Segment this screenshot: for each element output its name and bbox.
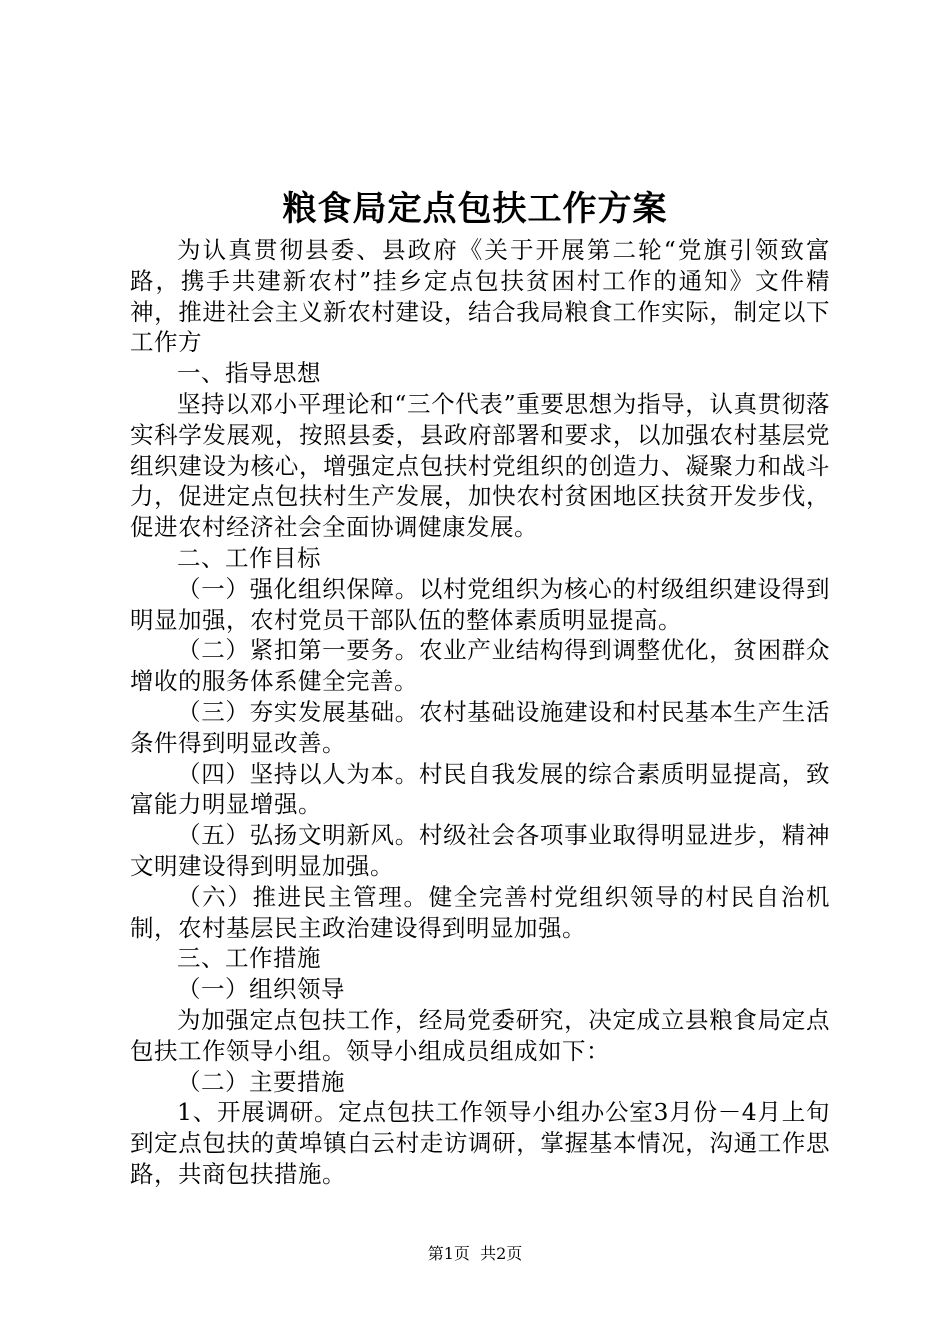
subheading-main-measures: （二）主要措施 [177, 1067, 345, 1096]
paragraph-organization: 为加强定点包扶工作，经局党委研究，决定成立县粮食局定点包扶工作领导小组。领导小组成员组成如下： [130, 1005, 830, 1065]
heading-work-measures: 三、工作措施 [177, 944, 321, 973]
page-number: 第1页 共2页 [427, 1244, 523, 1263]
goal-item-4: （四）坚持以人为本。村民自我发展的综合素质明显提高，致富能力明显增强。 [130, 759, 830, 819]
goal-item-6: （六）推进民主管理。健全完善村党组织领导的村民自治机制，农村基层民主政治建设得到明显加强。 [130, 882, 830, 942]
paragraph-guiding-ideology: 坚持以邓小平理论和“三个代表”重要思想为指导，认真贯彻落实科学发展观，按照县委，县政府部署和要求，以加强农村基层党组织建设为核心，增强定点包扶村党组织的创造力、凝聚力和战斗力，促进定点包扶村生产发展，加快农村贫困地区扶贫开发步伐，促进农村经济社会全面协调健康发展。 [130, 389, 830, 542]
measure-item-1: 1、开展调研。定点包扶工作领导小组办公室3月份－4月上旬到定点包扶的黄埠镇白云村走访调研，掌握基本情况，沟通工作思路，共商包扶措施。 [130, 1098, 830, 1188]
goal-item-5: （五）弘扬文明新风。村级社会各项事业取得明显进步，精神文明建设得到明显加强。 [130, 821, 830, 880]
page-footer [0, 1243, 950, 1265]
paragraph-intro: 为认真贯彻县委、县政府《关于开展第二轮“党旗引领致富路，携手共建新农村”挂乡定点包扶贫困村工作的通知》文件精神，推进社会主义新农村建设，结合我局粮食工作实际，制定以下工作方 [130, 236, 830, 357]
document-title: 粮食局定点包扶工作方案 [282, 189, 668, 229]
subheading-organization: （一）组织领导 [177, 975, 345, 1004]
heading-work-goals: 二、工作目标 [177, 543, 321, 572]
goal-item-1: （一）强化组织保障。以村党组织为核心的村级组织建设得到明显加强，农村党员干部队伍的整体素质明显提高。 [130, 574, 830, 634]
goal-item-2: （二）紧扣第一要务。农业产业结构得到调整优化，贫困群众增收的服务体系健全完善。 [130, 636, 830, 696]
heading-guiding-ideology: 一、指导思想 [177, 359, 321, 388]
goal-item-3: （三）夯实发展基础。农村基础设施建设和村民基本生产生活条件得到明显改善。 [130, 697, 830, 757]
document-body [130, 235, 830, 1190]
